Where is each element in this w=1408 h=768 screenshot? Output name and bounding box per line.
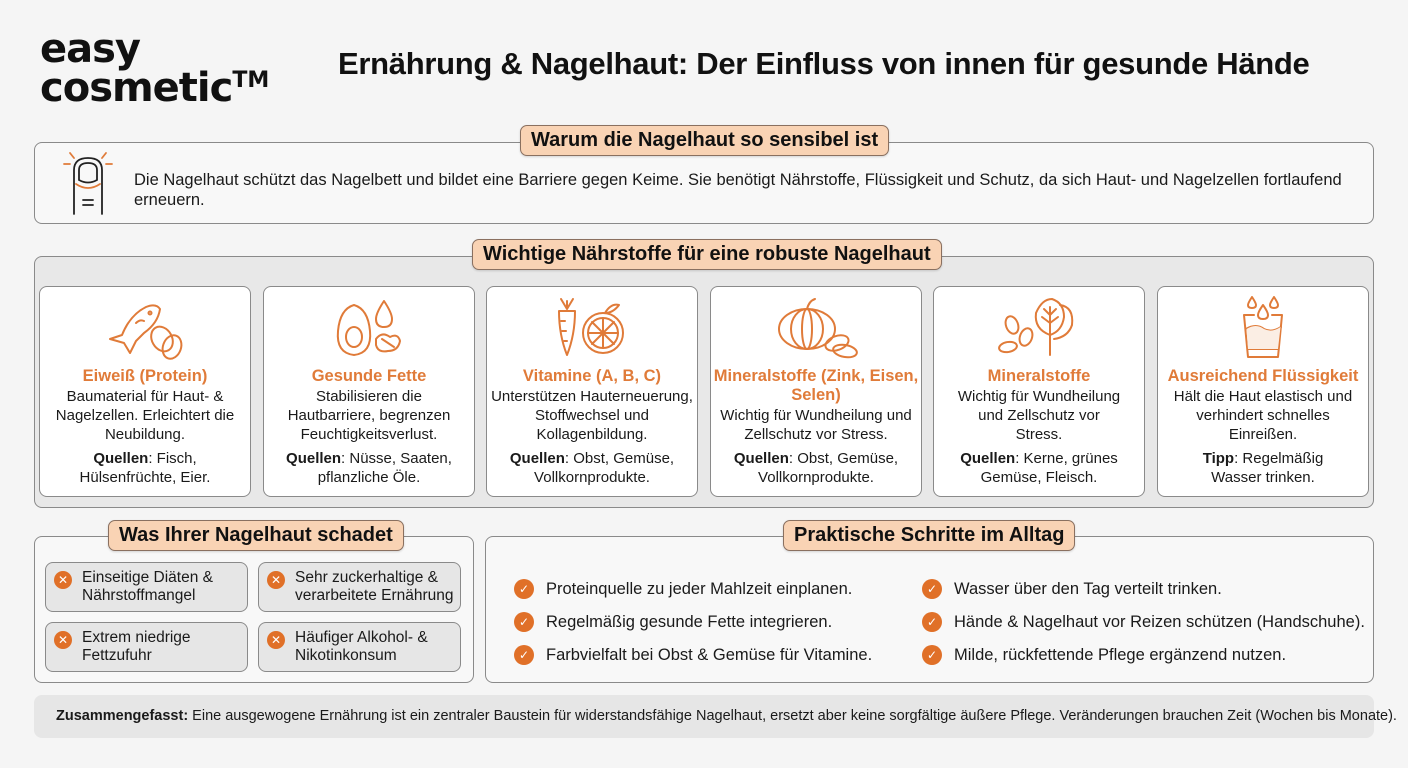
nutrient-card-minerals-zinc [710, 286, 922, 497]
avocado-oil-nut-icon [324, 295, 414, 361]
card-description: Wichtig für Wundheilung und Zellschutz vor Stress. [957, 388, 1121, 443]
harm-item: ✕ Einseitige Diäten & Nährstoffmangel [45, 562, 248, 612]
harm-item: ✕ Sehr zuckerhaltige & verarbeitete Ernährung [258, 562, 461, 612]
trademark: TM [232, 68, 270, 93]
nutrient-card-minerals [933, 286, 1145, 497]
nutrient-card-vitamins [486, 286, 698, 497]
card-description: Unterstützen Hauterneuerung, Stoffwechsel und Kollagenbildung. [491, 388, 693, 443]
step-item: ✓ Milde, rückfettende Pflege ergänzend nutzen. [922, 645, 1286, 665]
pumpkin-seeds-icon [771, 295, 861, 361]
check-circle-icon: ✓ [922, 645, 942, 665]
check-circle-icon: ✓ [922, 579, 942, 599]
harm-heading: Was Ihrer Nagelhaut schadet [108, 520, 404, 551]
step-item: ✓ Wasser über den Tag verteilt trinken. [922, 579, 1222, 599]
step-item: ✓ Proteinquelle zu jeder Mahlzeit einplanen. [514, 579, 852, 599]
check-circle-icon: ✓ [514, 579, 534, 599]
page-title: Ernährung & Nagelhaut: Der Einfluss von innen für gesunde Hände [338, 46, 1310, 81]
water-glass-icon [1218, 295, 1308, 361]
card-title: Mineralstoffe [987, 367, 1091, 385]
nutrient-card-protein [39, 286, 251, 497]
card-description: Wichtig für Wundheilung und Zellschutz vor Stress. [720, 407, 912, 443]
card-title: Gesunde Fette [311, 367, 427, 385]
x-circle-icon: ✕ [267, 631, 285, 649]
check-circle-icon: ✓ [922, 612, 942, 632]
harm-item: ✕ Häufiger Alkohol- & Nikotinkonsum [258, 622, 461, 672]
check-circle-icon: ✓ [514, 645, 534, 665]
finger-nail-icon [58, 150, 118, 216]
brand-line2: cosmetic [40, 65, 233, 111]
seeds-spinach-icon [994, 295, 1084, 361]
card-title: Ausreichend Flüssigkeit [1167, 367, 1359, 385]
step-item: ✓ Farbvielfalt bei Obst & Gemüse für Vitamine. [514, 645, 872, 665]
check-circle-icon: ✓ [514, 612, 534, 632]
step-item: ✓ Regelmäßig gesunde Fette integrieren. [514, 612, 832, 632]
card-sources: Quellen: Obst, Gemüse, Vollkornprodukte. [509, 450, 675, 486]
card-title: Mineralstoffe (Zink, Eisen, Selen) [713, 367, 919, 404]
fish-beans-icon [100, 295, 190, 361]
card-description: Hält die Haut elastisch und verhindert schnelles Einreißen. [1173, 388, 1353, 443]
card-description: Stabilisieren die Hautbarriere, begrenzen Feuchtigkeitsverlust. [287, 388, 451, 443]
intro-text: Die Nagelhaut schützt das Nagelbett und bildet eine Barriere gegen Keime. Sie benötigt Nährstoffe, Flüssigkeit und Schutz, da sich Haut- und Nagelzellen fortlaufend erneuern. [134, 171, 1342, 209]
carrot-orange-icon [547, 295, 637, 361]
card-description: Baumaterial für Haut- & Nagelzellen. Erleichtert die Neubildung. [55, 388, 235, 443]
brand-line1: easy [40, 26, 141, 72]
nutrient-card-fluids [1157, 286, 1369, 497]
card-title: Eiweiß (Protein) [82, 367, 208, 385]
card-sources: Quellen: Fisch, Hülsenfrüchte, Eier. [79, 450, 211, 486]
card-sources: Quellen: Kerne, grünes Gemüse, Fleisch. [960, 450, 1118, 486]
card-sources: Quellen: Obst, Gemüse, Vollkornprodukte. [733, 450, 899, 486]
step-item: ✓ Hände & Nagelhaut vor Reizen schützen (Handschuhe). [922, 612, 1365, 632]
x-circle-icon: ✕ [54, 571, 72, 589]
card-title: Vitamine (A, B, C) [522, 367, 662, 385]
nutrient-card-fats [263, 286, 475, 497]
nutrients-heading: Wichtige Nährstoffe für eine robuste Nagelhaut [472, 239, 942, 270]
intro-heading: Warum die Nagelhaut so sensibel ist [520, 125, 889, 156]
brand-logo [40, 26, 270, 111]
x-circle-icon: ✕ [54, 631, 72, 649]
steps-heading: Praktische Schritte im Alltag [783, 520, 1075, 551]
x-circle-icon: ✕ [267, 571, 285, 589]
card-sources: Tipp: Regelmäßig Wasser trinken. [1202, 450, 1324, 486]
summary-bar [34, 695, 1397, 738]
summary-label: Zusammengefasst: [56, 708, 189, 724]
harm-item: ✕ Extrem niedrige Fettzufuhr [45, 622, 248, 672]
summary-text: Eine ausgewogene Ernährung ist ein zentraler Baustein für widerstandsfähige Nagelhaut, ersetzt aber keine sorgfältige äußere Pflege. Veränderungen brauchen Zeit (Wochen bis Monate). [188, 708, 1397, 724]
card-sources: Quellen: Nüsse, Saaten, pflanzliche Öle. [286, 450, 452, 486]
